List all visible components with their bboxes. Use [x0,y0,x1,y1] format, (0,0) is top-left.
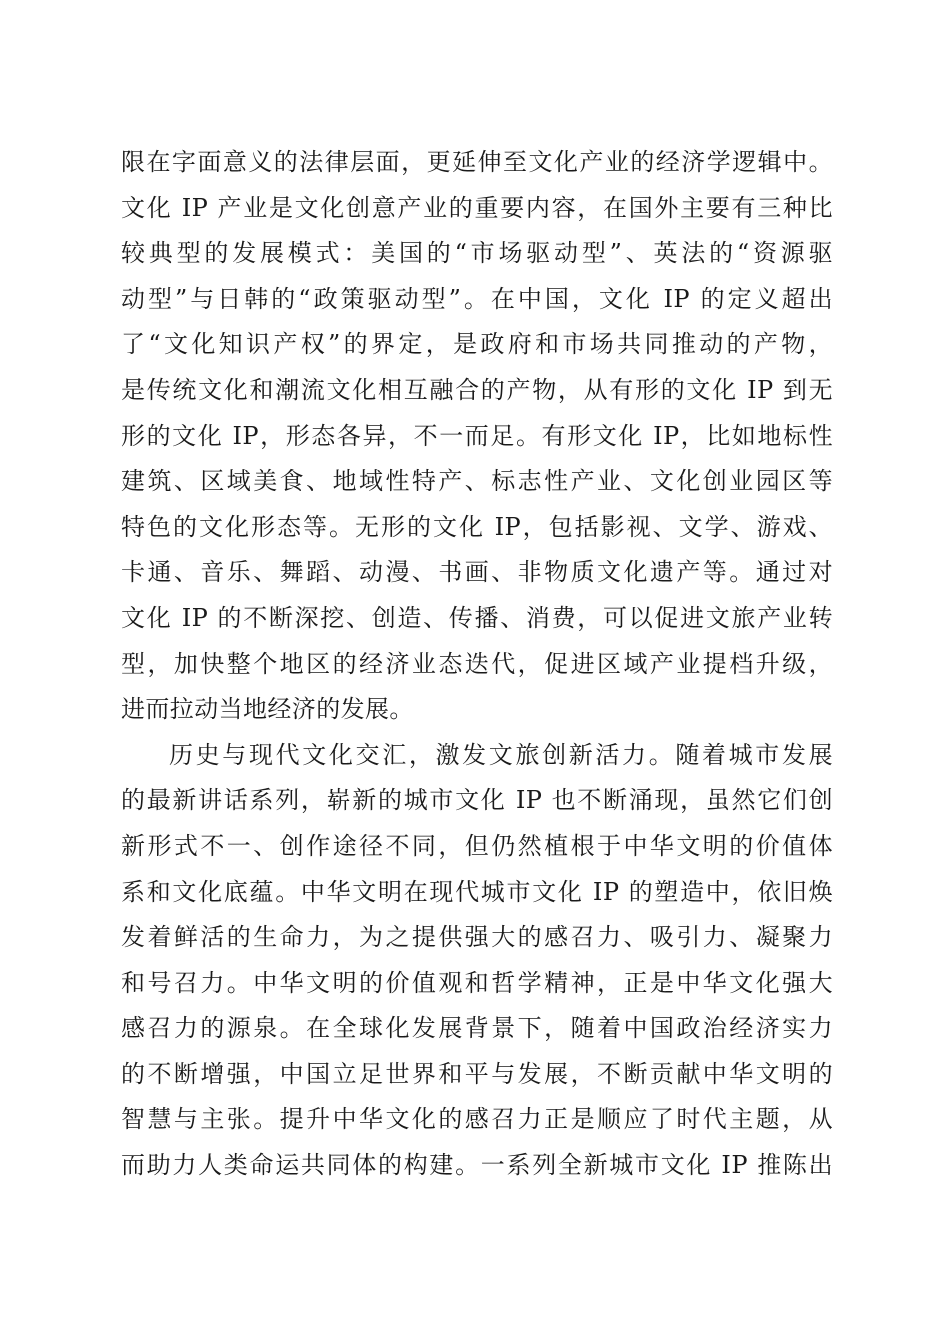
text-line: 特色的文化形态等。无形的文化 IP，包括影视、文学、游戏、 [121,512,833,541]
text-line: 形的文化 IP，形态各异，不一而足。有形文化 IP，比如地标性 [121,421,833,450]
text-line: 发着鲜活的生命力，为之提供强大的感召力、吸引力、凝聚力 [121,923,833,952]
text-line: 动型”与日韩的“政策驱动型”。在中国，文化 IP 的定义超出 [121,284,833,313]
text-line: 限在字面意义的法律层面，更延伸至文化产业的经济学逻辑中。 [121,148,833,176]
text-line: 历史与现代文化交汇，激发文旅创新活力。随着城市发展 [169,740,833,769]
text-line: 新形式不一、创作途径不同，但仍然植根于中华文明的价值体 [121,831,833,860]
body-text [121,140,833,1189]
paragraph-2 [121,733,833,1189]
text-line: 的最新讲话系列，崭新的城市文化 IP 也不断涌现，虽然它们创 [121,786,833,815]
text-line: 进而拉动当地经济的发展。 [121,695,414,724]
text-line: 和号召力。中华文明的价值观和哲学精神，正是中华文化强大 [121,968,833,997]
text-line: 文化 IP 的不断深挖、创造、传播、消费，可以促进文旅产业转 [121,603,833,632]
text-line: 建筑、区域美食、地域性特产、标志性产业、文化创业园区等 [121,467,833,496]
text-line: 了“文化知识产权”的界定，是政府和市场共同推动的产物， [121,330,833,359]
text-line: 文化 IP 产业是文化创意产业的重要内容，在国外主要有三种比 [121,193,833,222]
text-line: 型，加快整个地区的经济业态迭代，促进区域产业提档升级， [121,649,833,678]
text-line: 智慧与主张。提升中华文化的感召力正是顺应了时代主题，从 [121,1105,833,1134]
text-line: 的不断增强，中国立足世界和平与发展，不断贡献中华文明的 [121,1059,833,1088]
text-line: 是传统文化和潮流文化相互融合的产物，从有形的文化 IP 到无 [121,375,833,404]
paragraph-1 [121,140,833,733]
text-line: 而助力人类命运共同体的构建。一系列全新城市文化 IP 推陈出 [121,1151,833,1180]
text-line: 较典型的发展模式：美国的“市场驱动型”、英法的“资源驱 [121,239,833,268]
text-line: 系和文化底蕴。中华文明在现代城市文化 IP 的塑造中，依旧焕 [121,877,833,906]
text-line: 感召力的源泉。在全球化发展背景下，随着中国政治经济实力 [121,1014,833,1043]
text-line: 卡通、音乐、舞蹈、动漫、书画、非物质文化遗产等。通过对 [121,558,833,587]
